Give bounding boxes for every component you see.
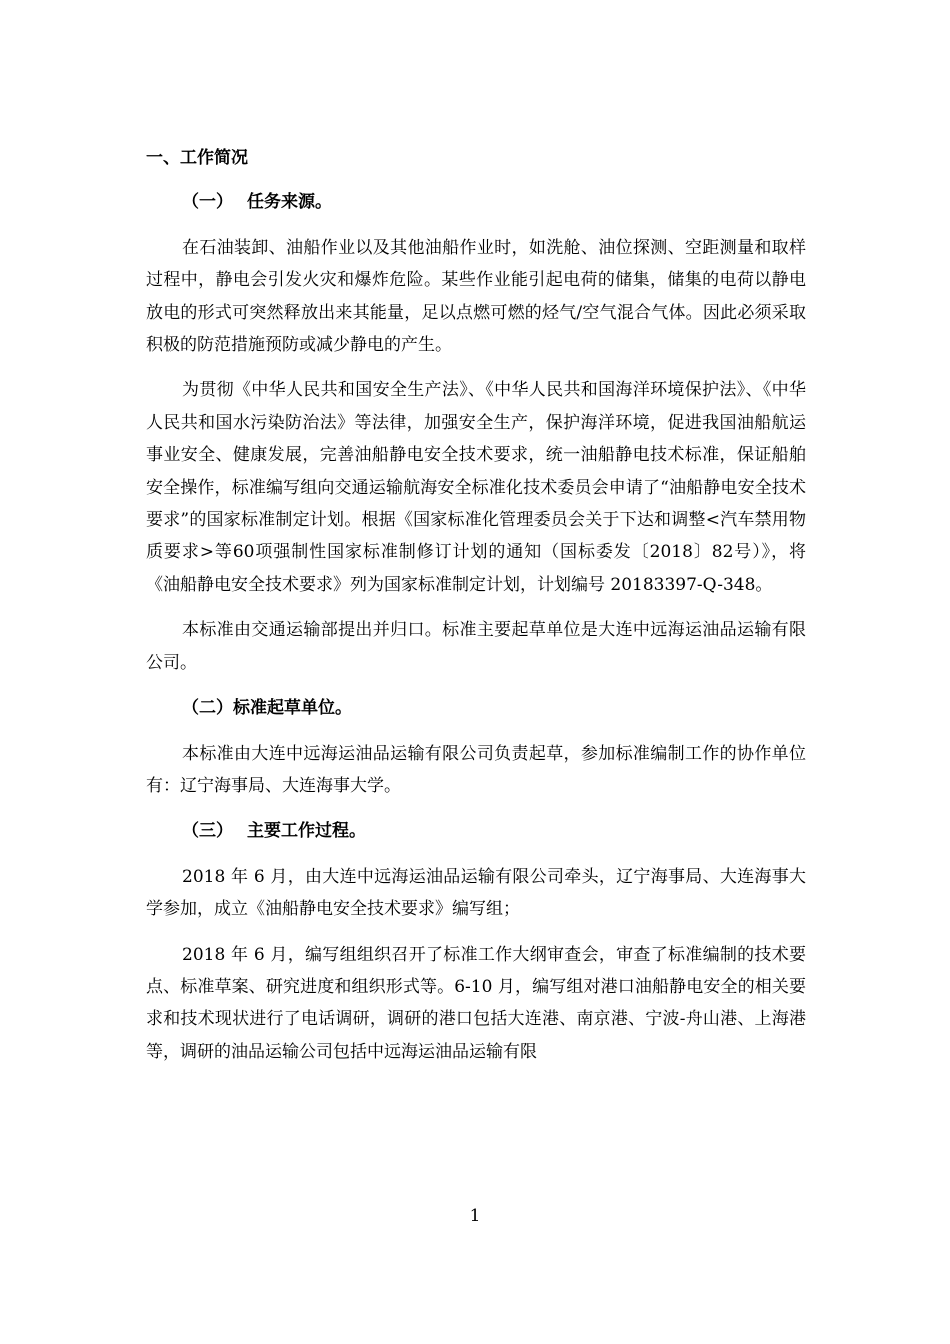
- subsection-title: 任务来源。: [247, 192, 332, 213]
- paragraph-responsible-unit: 本标准由交通运输部提出并归口。标准主要起草单位是大连中远海运油品运输有限公司。: [146, 620, 806, 673]
- paragraph-review-meeting: 2018 年 6 月，编写组组织召开了标准工作大纲审查会，审查了标准编制的技术要点、标准草案、研究进度和组织形式等。6-10 月，编写组对港口油船静电安全的相关要求和技术现状进行了电话调研，调研的港口包括大连港、南京港、宁波-舟山港、上海港等，调研的油品运输公司包括中远海运油品运输有限: [146, 944, 806, 1062]
- subsection-number: （三）: [182, 821, 233, 842]
- subsection-heading-task-source: [182, 186, 806, 218]
- subsection-heading-work-process: [182, 815, 806, 847]
- paragraph-legal-basis: 为贯彻《中华人民共和国安全生产法》、《中华人民共和国海洋环境保护法》、《中华人民共和国水污染防治法》等法律，加强安全生产，保护海洋环境，促进我国油船航运事业安全、健康发展，完善油船静电安全技术要求，统一油船静电技术标准，保证船舶安全操作，标准编写组向交通运输航海安全标准化技术委员会申请了“油船静电安全技术要求”的国家标准制定计划。根据《国家标准化管理委员会关于下达和调整<汽车禁用物质要求>等60项强制性国家标准制修订计划的通知（国标委发〔2018〕82号）》，将《油船静电安全技术要求》列为国家标准制定计划，计划编号 20183397-Q-348。: [146, 380, 806, 595]
- paragraph-group-formed: 2018 年 6 月，由大连中远海运油品运输有限公司牵头，辽宁海事局、大连海事大学参加，成立《油船静电安全技术要求》编写组；: [146, 866, 806, 920]
- subsection-title: 主要工作过程。: [247, 821, 366, 842]
- subsection-heading-drafting-units: （二）标准起草单位。: [182, 698, 352, 719]
- paragraph-drafting-units: 本标准由大连中远海运油品运输有限公司负责起草，参加标准编制工作的协作单位有：辽宁海事局、大连海事大学。: [146, 743, 806, 796]
- page-number: 1: [469, 1206, 481, 1226]
- section-heading: 一、工作简况: [146, 148, 248, 168]
- paragraph-static-hazard: 在石油装卸、油船作业以及其他油船作业时，如洗舱、油位探测、空距测量和取样过程中，静电会引发火灾和爆炸危险。某些作业能引起电荷的储集，储集的电荷以静电放电的形式可突然释放出来其能量，足以点燃可燃的烃气/空气混合气体。因此必须采取积极的防范措施预防或减少静电的产生。: [146, 237, 806, 356]
- subsection-number: （一）: [182, 192, 233, 213]
- document-body: [146, 142, 806, 1081]
